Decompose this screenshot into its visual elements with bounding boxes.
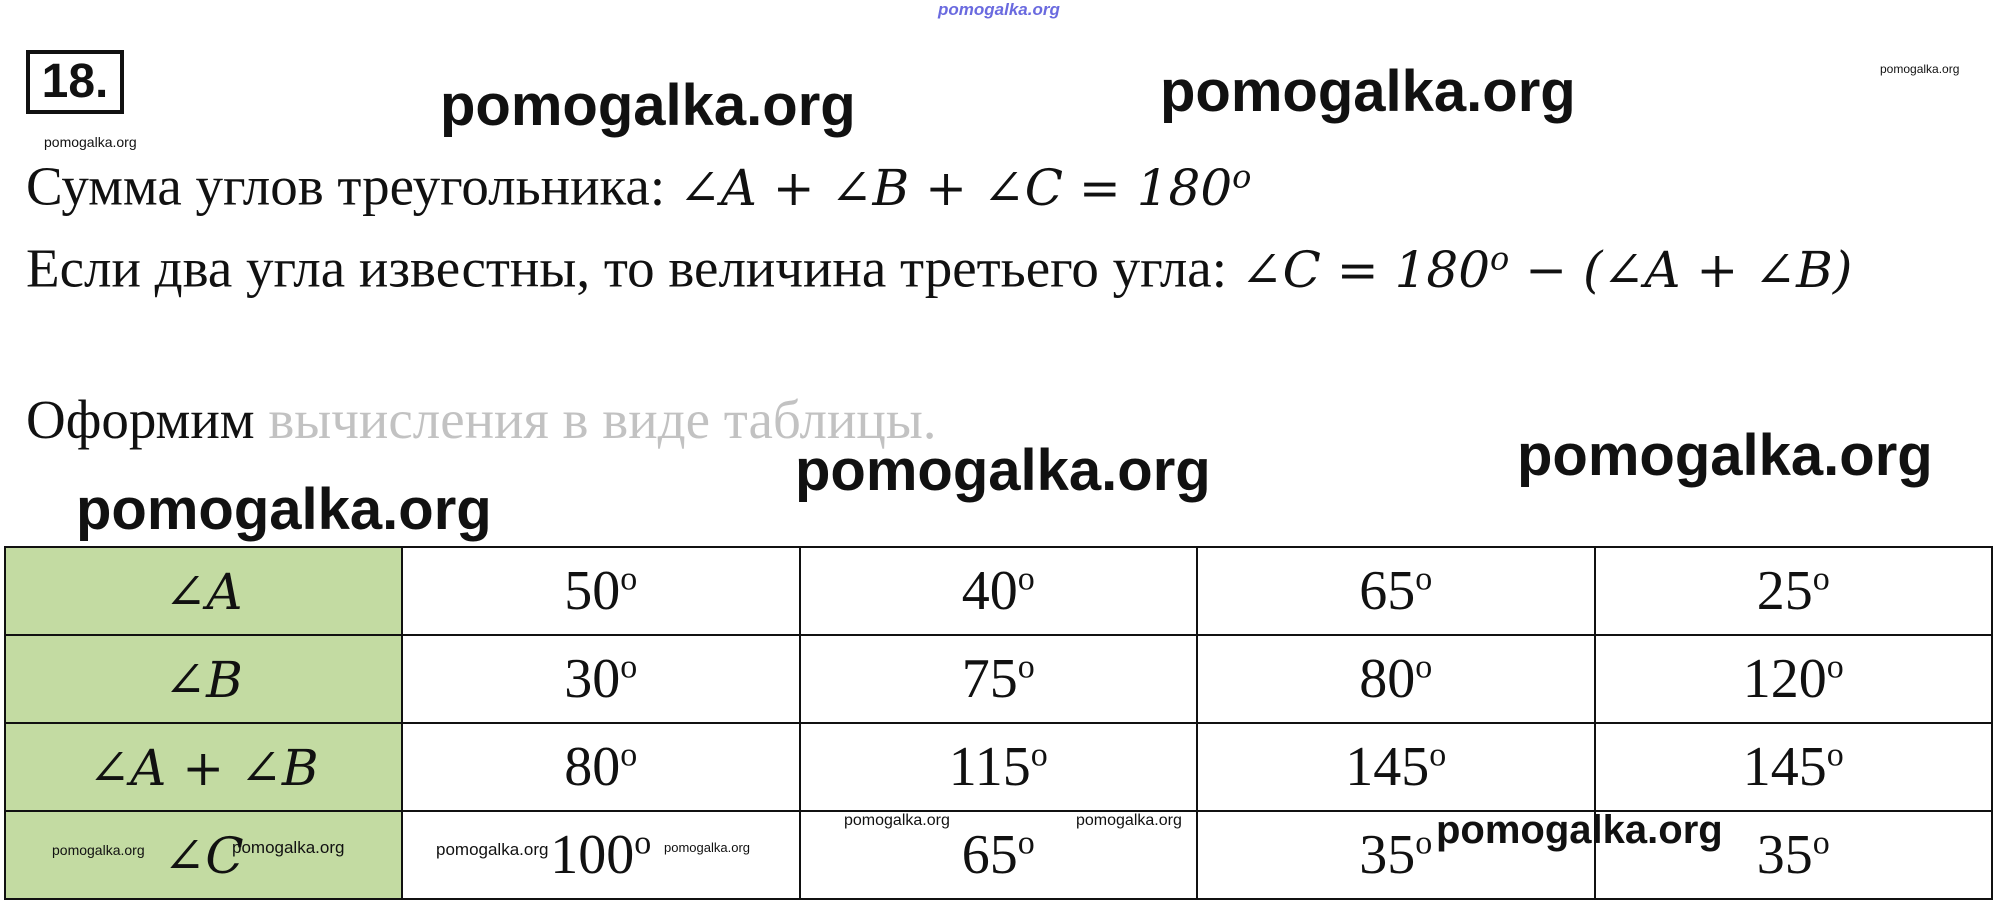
watermark-big: pomogalka.org <box>76 477 492 542</box>
angle-label: ∠C <box>163 827 244 885</box>
cell-value: 65 <box>961 824 1018 886</box>
degree-mark: o <box>1415 560 1433 598</box>
watermark-big: pomogalka.org <box>795 438 1211 503</box>
table-cell <box>800 723 1198 811</box>
angle-label: ∠B <box>164 651 243 709</box>
cell-value: 100 <box>550 824 635 886</box>
degree-mark: o <box>1826 736 1844 774</box>
degree-mark: o <box>620 560 638 598</box>
text-line-1 <box>26 144 1251 220</box>
watermark-small: pomogalka.org <box>44 134 137 150</box>
table-cell <box>1197 723 1595 811</box>
cell-value: 80 <box>1359 648 1416 710</box>
formula-part-b: − (∠A + ∠B) <box>1509 240 1853 299</box>
angle-label: ∠A + ∠B <box>88 739 319 797</box>
watermark-small: pomogalka.org <box>1076 812 1182 829</box>
watermark-small: pomogalka.org <box>844 812 950 829</box>
line2-formula <box>1241 241 1853 299</box>
table-cell <box>1197 635 1595 723</box>
degree-mark: o <box>1826 648 1844 686</box>
cell-value: 30 <box>564 648 621 710</box>
degree-mark: o <box>1415 648 1433 686</box>
table-cell <box>800 547 1198 635</box>
table-cell <box>402 723 800 811</box>
table-row <box>5 723 1992 811</box>
text-line-2 <box>26 226 1852 302</box>
formula-part-a: ∠C = 180 <box>1240 240 1491 299</box>
table-cell <box>402 547 800 635</box>
watermark-big: pomogalka.org <box>1436 808 1723 852</box>
degree-mark: o <box>1429 736 1447 774</box>
task-number: 18. <box>26 50 124 114</box>
degree-mark: o <box>620 736 638 774</box>
cell-value: 145 <box>1345 736 1430 798</box>
watermark-small: pomogalka.org <box>232 838 345 857</box>
watermark-small: pomogalka.org <box>52 842 145 858</box>
degree-mark: o <box>1490 239 1510 277</box>
cell-value: 35 <box>1756 824 1813 886</box>
cell-value: 75 <box>961 648 1018 710</box>
cell-value: 115 <box>948 736 1031 798</box>
degree-mark: o <box>634 824 652 862</box>
degree-mark: o <box>1017 560 1035 598</box>
degree-mark: o <box>1017 648 1035 686</box>
cell-value: 40 <box>961 560 1018 622</box>
watermark-small: pomogalka.org <box>664 840 750 855</box>
table-cell <box>1595 547 1993 635</box>
watermark-small: pomogalka.org <box>1880 62 1960 76</box>
degree-mark: o <box>1415 824 1433 862</box>
degree-mark: o <box>1812 560 1830 598</box>
cell-value: 35 <box>1359 824 1416 886</box>
degree-mark: o <box>1017 824 1035 862</box>
watermark-big: pomogalka.org <box>440 73 856 138</box>
table-cell <box>800 635 1198 723</box>
row-header <box>5 547 402 635</box>
angle-label: ∠A <box>164 563 243 621</box>
cell-value: 25 <box>1756 560 1813 622</box>
line3-text-a: Оформим <box>26 389 255 450</box>
line1-text: Сумма углов треугольника: <box>26 155 679 217</box>
table-row <box>5 635 1992 723</box>
row-header <box>5 635 402 723</box>
cell-value: 65 <box>1359 560 1416 622</box>
degree-mark: o <box>1030 736 1048 774</box>
watermark-small: pomogalka.org <box>436 840 549 859</box>
cell-value: 145 <box>1742 736 1827 798</box>
watermark-big: pomogalka.org <box>1517 423 1933 488</box>
degree-mark: o <box>1232 157 1252 195</box>
table-row <box>5 547 1992 635</box>
watermark-top: pomogalka.org <box>938 0 1060 19</box>
table-cell <box>402 635 800 723</box>
formula-main: ∠A + ∠B + ∠C = 180 <box>678 158 1233 217</box>
table-cell <box>1595 723 1993 811</box>
cell-value: 50 <box>564 560 621 622</box>
cell-value: 80 <box>564 736 621 798</box>
cell-value: 120 <box>1742 648 1827 710</box>
line3-text-b: вычисления в виде таблицы. <box>254 389 937 450</box>
degree-mark: o <box>1812 824 1830 862</box>
watermark-big: pomogalka.org <box>1160 59 1576 124</box>
table-cell <box>1197 547 1595 635</box>
line1-formula <box>679 159 1252 217</box>
degree-mark: o <box>620 648 638 686</box>
table-cell <box>1595 635 1993 723</box>
line2-text: Если два угла известны, то величина третьего угла: <box>26 237 1241 299</box>
row-header <box>5 723 402 811</box>
